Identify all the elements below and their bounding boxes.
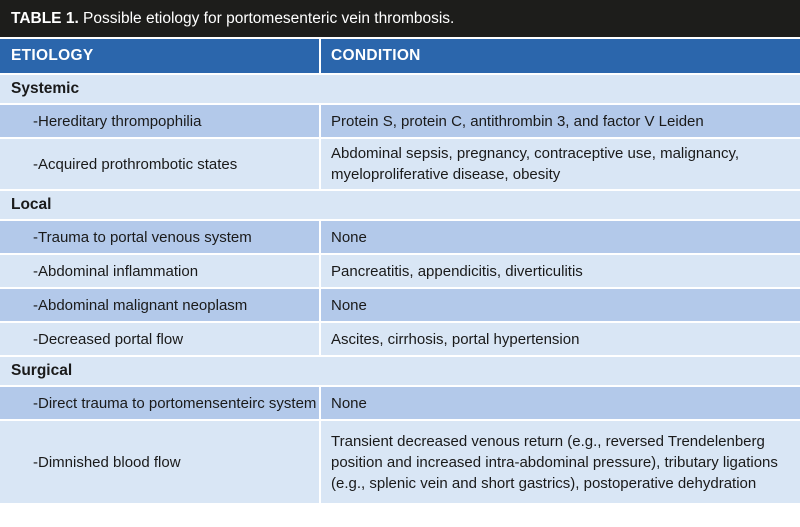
table-row <box>0 386 800 420</box>
section-row <box>0 190 800 220</box>
condition-cell: Protein S, protein C, antithrombin 3, and factor V Leiden <box>320 104 800 138</box>
etiology-cell: -Decreased portal flow <box>0 322 320 356</box>
table-caption: Possible etiology for portomesenteric vein thrombosis. <box>78 9 455 27</box>
etiology-cell: -Dimnished blood flow <box>0 420 320 504</box>
condition-cell: None <box>320 386 800 420</box>
condition-header: CONDITION <box>320 38 800 74</box>
etiology-cell: -Abdominal malignant neoplasm <box>0 288 320 322</box>
header-row <box>0 38 800 74</box>
section-row <box>0 356 800 386</box>
etiology-cell: -Trauma to portal venous system <box>0 220 320 254</box>
table-row <box>0 138 800 190</box>
etiology-cell: -Abdominal inflammation <box>0 254 320 288</box>
etiology-cell: -Direct trauma to portomensenteirc system <box>0 386 320 420</box>
table-row <box>0 420 800 504</box>
section-row <box>0 74 800 104</box>
etiology-header: ETIOLOGY <box>0 38 320 74</box>
section-label: Local <box>0 190 800 220</box>
section-label: Surgical <box>0 356 800 386</box>
etiology-cell: -Acquired prothrombotic states <box>0 138 320 190</box>
section-label: Systemic <box>0 74 800 104</box>
table-row <box>0 104 800 138</box>
condition-cell: Abdominal sepsis, pregnancy, contraceptive use, malignancy, myeloproliferative disease, obesity <box>320 138 800 190</box>
table-row <box>0 254 800 288</box>
condition-cell: None <box>320 288 800 322</box>
condition-cell: Transient decreased venous return (e.g., reversed Trendelenberg position and increased intra-abdominal pressure), tributary ligations (e.g., splenic vein and short gastrics), postoperative dehydration <box>320 420 800 504</box>
table-title-row <box>0 0 800 38</box>
condition-cell: Pancreatitis, appendicitis, diverticulitis <box>320 254 800 288</box>
condition-cell: Ascites, cirrhosis, portal hypertension <box>320 322 800 356</box>
condition-cell: None <box>320 220 800 254</box>
table-row <box>0 288 800 322</box>
etiology-cell: -Hereditary thrompophilia <box>0 104 320 138</box>
table-row <box>0 322 800 356</box>
table-number: TABLE 1. <box>11 9 79 27</box>
table-title <box>0 0 800 38</box>
table-row <box>0 220 800 254</box>
